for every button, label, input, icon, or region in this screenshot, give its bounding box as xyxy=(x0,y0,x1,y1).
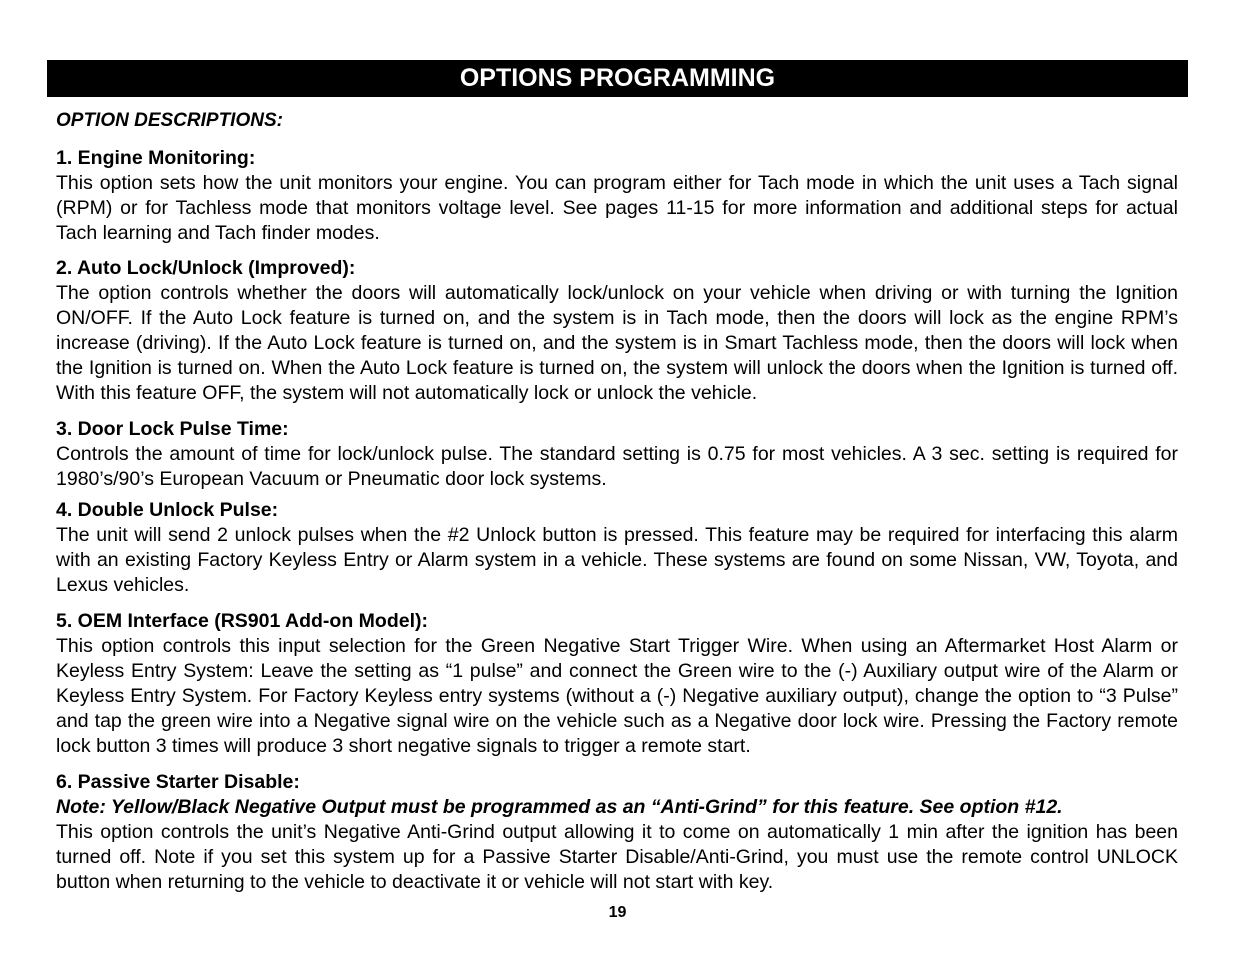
option-title: 3. Door Lock Pulse Time: xyxy=(56,418,289,440)
option-description: This option controls the unit’s Negative Anti-Grind output allowing it to come on automatically 1 min after the ignition has been turned off. Note if you set this system up for a Passive Starter Disable/Anti-Grind, you must use the remote control UNLOCK button when returning to the vehicle to deactivate it or vehicle will not start with key. xyxy=(56,821,1178,893)
page-title-bar xyxy=(47,60,1188,97)
option-title: 5. OEM Interface (RS901 Add-on Model): xyxy=(56,610,428,632)
option-description: The option controls whether the doors will automatically lock/unlock on your vehicle when driving or with turning the Ignition ON/OFF. If the Auto Lock feature is turned on, and the system is in Tach mode, then the doors will lock as the engine RPM’s increase (driving). If the Auto Lock feature is turned on, and the system is in Smart Tachless mode, then the doors will lock when the Ignition is turned on. When the Auto Lock feature is turned on, the system will unlock the doors when the Ignition is turned off. With this feature OFF, the system will not automatically lock or unlock the vehicle. xyxy=(56,282,1178,404)
option-title: 2. Auto Lock/Unlock (Improved): xyxy=(56,257,356,279)
option-oem-interface xyxy=(56,609,1178,759)
option-description: Controls the amount of time for lock/unlock pulse. The standard setting is 0.75 for most vehicles. A 3 sec. setting is required for 1980’s/90’s European Vacuum or Pneumatic door lock systems. xyxy=(56,443,1178,490)
option-double-unlock-pulse xyxy=(56,498,1178,598)
option-passive-starter-disable xyxy=(56,770,1178,895)
option-note: Note: Yellow/Black Negative Output must be programmed as an “Anti-Grind” for this feature. See option #12. xyxy=(56,796,1063,818)
option-description: This option sets how the unit monitors your engine. You can program either for Tach mode in which the unit uses a Tach signal (RPM) or for Tachless mode that monitors voltage level. See pages 11-15 for more information and additional steps for actual Tach learning and Tach finder modes. xyxy=(56,172,1178,244)
option-title: 6. Passive Starter Disable: xyxy=(56,771,300,793)
section-heading: OPTION DESCRIPTIONS: xyxy=(56,110,283,131)
option-door-lock-pulse-time xyxy=(56,417,1178,492)
page-number: 19 xyxy=(608,904,627,921)
option-description: The unit will send 2 unlock pulses when the #2 Unlock button is pressed. This feature may be required for interfacing this alarm with an existing Factory Keyless Entry or Alarm system in a vehicle. These systems are found on some Nissan, VW, Toyota, and Lexus vehicles. xyxy=(56,524,1178,596)
option-auto-lock-unlock xyxy=(56,256,1178,406)
option-description: This option controls this input selection for the Green Negative Start Trigger Wire. When using an Aftermarket Host Alarm or Keyless Entry System: Leave the setting as “1 pulse” and connect the Green wire to the (-) Auxiliary output wire of the Alarm or Keyless Entry System. For Factory Keyless entry systems (without a (-) Negative auxiliary output), change the option to “3 Pulse” and tap the green wire into a Negative signal wire on the vehicle such as a Negative door lock wire. Pressing the Factory remote lock button 3 times will produce 3 short negative signals to trigger a remote start. xyxy=(56,635,1178,757)
options-content xyxy=(56,108,1178,895)
page-title: OPTIONS PROGRAMMING xyxy=(459,64,776,92)
option-title: 4. Double Unlock Pulse: xyxy=(56,499,279,521)
option-title: 1. Engine Monitoring: xyxy=(56,147,256,169)
option-engine-monitoring xyxy=(56,146,1178,246)
